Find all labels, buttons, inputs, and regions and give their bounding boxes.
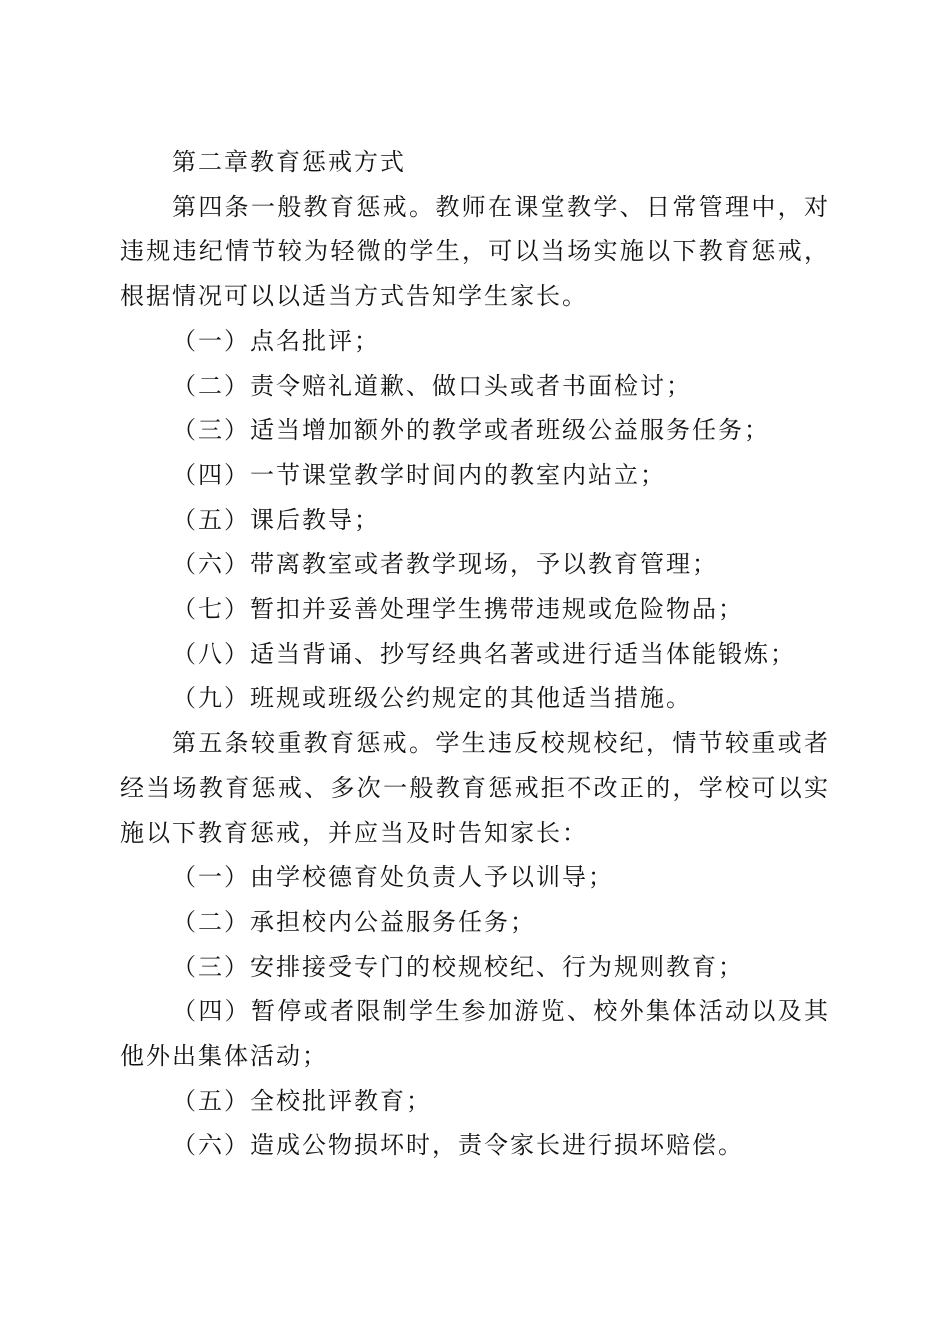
article-4-item: （三）适当增加额外的教学或者班级公益服务任务； [172, 416, 770, 445]
article-5-item: （六）造成公物损坏时，责令家长进行损坏赔偿。 [172, 1131, 744, 1160]
article-4-item: （六）带离教室或者教学现场，予以教育管理； [172, 550, 718, 579]
article-5-item: （二）承担校内公益服务任务； [172, 907, 536, 936]
article-4-intro: 第四条一般教育惩戒。教师在课堂教学、日常管理中，对违规违纪情节较为轻微的学生，可以当场实施以下教育惩戒，根据情况可以以适当方式告知学生家长。 [120, 192, 830, 311]
article-5-item: （三）安排接受专门的校规校纪、行为规则教育； [172, 952, 744, 981]
article-5-item: （四）暂停或者限制学生参加游览、校外集体活动以及其他外出集体活动； [120, 997, 830, 1071]
article-5-intro: 第五条较重教育惩戒。学生违反校规校纪，情节较重或者经当场教育惩戒、多次一般教育惩戒拒不改正的，学校可以实施以下教育惩戒，并应当及时告知家长： [120, 729, 830, 847]
article-4-item: （一）点名批评； [172, 326, 380, 355]
article-4-item: （九）班规或班级公约规定的其他适当措施。 [172, 684, 692, 713]
article-4-item: （八）适当背诵、抄写经典名著或进行适当体能锻炼； [172, 639, 796, 668]
article-5-item: （五）全校批评教育； [172, 1086, 432, 1115]
document-body [120, 140, 830, 1168]
article-4-item: （二）责令赔礼道歉、做口头或者书面检讨； [172, 371, 692, 400]
article-4-item: （七）暂扣并妥善处理学生携带违规或危险物品； [172, 595, 744, 624]
article-4-item: （四）一节课堂教学时间内的教室内站立； [172, 460, 666, 489]
chapter-title: 第二章教育惩戒方式 [172, 148, 406, 176]
article-4-item: （五）课后教导； [172, 505, 380, 534]
article-5-item: （一）由学校德育处负责人予以训导； [172, 863, 614, 892]
